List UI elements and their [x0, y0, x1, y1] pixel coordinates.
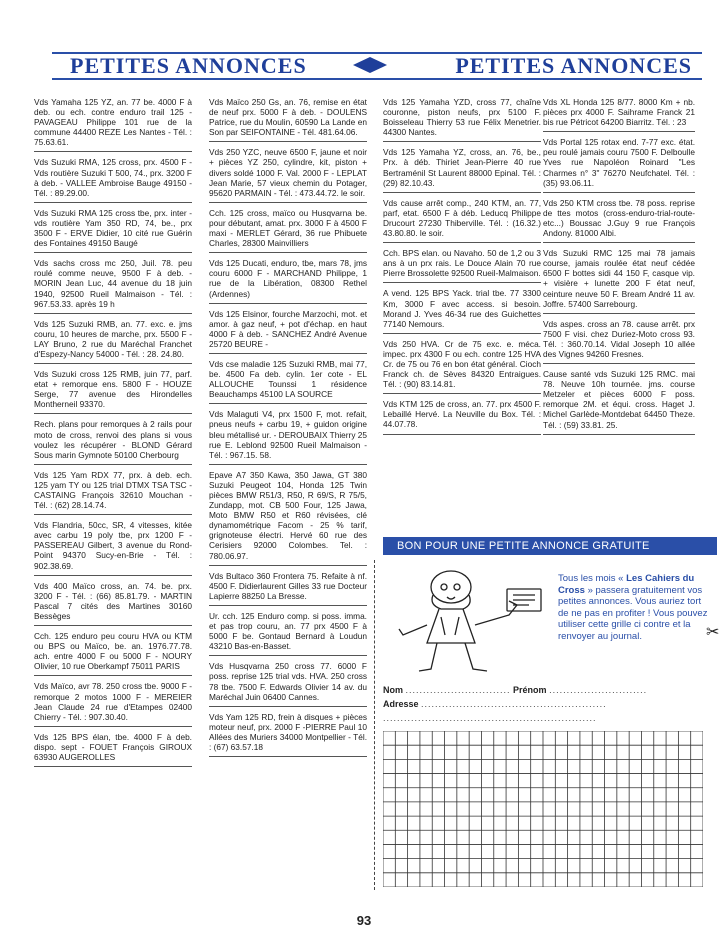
classified-ad: Rech. plans pour remorques à 2 rails pour moto de cross, renvoi des plans si vous voulez les récupérer - BLOND Gérard Sous marin Gymnote 50100 Cherbourg	[34, 419, 192, 464]
classified-ad: Vds Flandria, 50cc, SR, 4 vitesses, kitée avec carbu 19 poly tbe, prx 1200 F - PASSEREAU Gilbert, 3 avenue du Rond-Point 94370 Sucy-en-Brie - Tél. : 902.38.69.	[34, 520, 192, 575]
adresse-field-2[interactable]: .............................................................	[383, 713, 597, 723]
classified-ad: Vds Bultaco 360 Frontera 75. Refaite à nf. 4500 F. Didierlaurent Gilles 33 rue Docteur Lapierre 88250 La Bresse.	[209, 571, 367, 606]
classified-ad: Cch. BPS elan. ou Navaho. 50 de 1,2 ou 3 ans à un prx rais. Le Douce Alain 70 rue Pierre Brossolette 92500 Rueil-Malmaison.	[383, 248, 541, 283]
classified-ad: Vds Yam 125 RD, frein à disques + pièces moteur neuf, prx. 2000 F -PIERRE Paul 10 Allées des Muriers 34000 Montpellier - Tél. : (67) 63.57.18	[209, 712, 367, 757]
classified-ad: Vds cse maladie 125 Suzuki RMB, mai 77, be. 4500 Fa deb. cylin. 1er cote - EL ALLOUCHE Tounssi 1 résidence Beauchamps 45100 LA SOURCE	[209, 359, 367, 404]
classified-ad: Vds cause arrêt comp., 240 KTM, an. 77, parf, etat. 6500 F à déb. Leducq Philippe Drucourt 27230 Thiberville. Tél. : (16.32.) 43.80.80. le soir.	[383, 198, 541, 243]
classified-ad: Vds 125 Yamaha YZD, cross 77, chaîne couronne, piston neufs, prx 5100 F. Boisseleau Thierry 53 rue Félix Menetrier. 44300 Nantes.	[383, 97, 541, 142]
classified-ad: Vds 125 Suzuki RMB, an. 77. exc. e. jms couru, 10 heures de marche, prx. 5500 F - LAY Bruno, 2 rue du Maréchal Franchet d'Espezy-Nancy 54000 - Tél. : 28. 24.80.	[34, 319, 192, 364]
prenom-label: Prénom	[513, 685, 547, 695]
coupon-description	[558, 573, 710, 642]
adresse-field[interactable]: .....................................................	[421, 699, 607, 709]
nom-field[interactable]: ..............................	[405, 685, 511, 695]
classified-ad: Vds 250 YZC, neuve 6500 F, jaune et noir + pièces YZ 250, cylindre, kit, piston + divers soldé 1000 F. Val. 2000 F - LEPLAT Jean Marie, 57 vieux chemin du Potager, 95620 PARMAIN - Tél. : 473.44.72. le soir.	[209, 147, 367, 202]
coupon-magazine-name: Les Cahiers du Cross	[558, 573, 695, 596]
classified-ad: Vds 125 Yamaha YZ, cross, an. 76, be., Prx. à déb. Thiriet Jean-Pierre 40 rue Bertraménil St Laurent 88000 Epinal. Tél. : (29) 82.10.43.	[383, 147, 541, 192]
classified-ad: Vds Suzuki RMC 125 mai 78 jamais course, jamais roulée état neuf cédée 6500 F bottes sidi 44 150 F, casque vip. + visière + lunette 200 F état neuf, ceinture neuve 50 F. Bream André 11 av. Joffre. 57400 Sarrebourg.	[543, 248, 695, 314]
classified-ad: Vds 250 HVA. Cr de 75 exc. e. méca. impec. prx 4300 F ou ech. contre 125 HVA Cr. de 75 ou 76 en bon état général. Cioch Franck ch. de Sèves 84320 Entraigues. Tél. : (90) 83.14.81.	[383, 339, 541, 394]
coupon-banner: BON POUR UNE PETITE ANNONCE GRATUITE	[383, 537, 717, 555]
ads-column-4	[543, 97, 695, 440]
header-title-left: PETITES ANNONCES	[70, 53, 307, 78]
classified-ad: Cch. 125 cross, maïco ou Husqvarna be. pour débutant, amat. prx. 3000 F à 4500 F maxi - MERLET Gérard, 36 rue Phibuete Charles, 28300 Mainvilliers	[209, 208, 367, 253]
cut-line	[374, 560, 376, 890]
classified-ad: Epave A7 350 Kawa, 350 Jawa, GT 380 Suzuki Peugeot 104, Honda 125 Twin pièces BMW R51/3, R50, R 69/S, R 75/5, Zundapp, mot. CB 500 Four, 125 Jawa, Moto BMW R50 et R60 révisées, clé dynamométrique Facom - 25 % tarif, grignoteuse électri. Hervé 60 rue des Cerisiers 92000 Colombes. Tel. : 780.06.97.	[209, 470, 367, 566]
coupon-fields	[383, 683, 703, 725]
adresse-row-2	[383, 711, 703, 725]
header-title-right: PETITES ANNONCES	[455, 53, 692, 78]
rider-sketch-icon	[389, 565, 549, 677]
classified-ad: Vds Portal 125 rotax end. 7-77 exc. état. peu roulé jamais couru 7500 F. Delboulle Yves rue Napoléon Roinard "Les Charmes n° 3" 76270 Neufchatel. Tél. : (35) 93.06.11.	[543, 137, 695, 192]
classified-ad: Vds Maïco 250 Gs, an. 76, remise en état de neuf prx. 5000 F à deb. - DOULENS Patrice, rue du Moulin, 60590 La Lande en Son par SEIFONTAINE - Tél. 481.64.06.	[209, 97, 367, 142]
classified-ad: Vds sachs cross mc 250, Juil. 78. peu roulé comme neuve, 9500 F à deb. - MORIN Jean Luc, 44 avenue du 18 juin 1940, 92500 Rueil Malmaison - Tél. : 967.53.33. après 19 h	[34, 258, 192, 313]
classified-ad: Vds Husqvarna 250 cross 77. 6000 F poss. reprise 125 trial vds. HVA. 250 cross 78 tbe. 7500 F. Edwards Olivier 14 av. du Maréchal Juin 06400 Cannes.	[209, 661, 367, 706]
classified-ad: Vds Suzuki RMA 125 cross tbe, prx. inter - vds routière Yam 350 RD, 74, be., prx 3500 F - ERVE Didier, 10 cité rue Guérin des Fontaines 49150 Baugé	[34, 208, 192, 253]
header-rule-bottom	[52, 78, 702, 80]
ads-column-1	[34, 97, 192, 772]
scissors-icon: ✂	[706, 624, 720, 641]
classified-ad: Ur. cch. 125 Enduro comp. si poss. imma. et pas trop couru, an. 77 prx 4500 F à 5000 F be. Gontaud Bernard à Loudun 43210 Bas-en-Basset.	[209, 611, 367, 656]
free-ad-coupon	[383, 537, 720, 887]
classified-ad: A vend. 125 BPS Yack. trial tbe. 77 3300 Km, 3000 F avec access. si besoin. Morand J. Yves 46-34 rue des Guichettes 77140 Nemours.	[383, 288, 541, 333]
classified-ad: Vds 400 Maïco cross, an. 74. be. prx. 3200 F - Tél. : (66) 85.81.79. - MARTIN Pascal 7 cités des Martines 30160 Bessèges	[34, 581, 192, 626]
classified-ad: Vds Suzuki RMA, 125 cross, prx. 4500 F - Vds routière Suzuki T 500, 74., prx. 3200 F à deb. - VALLEE Ambroise Bauge 49150 - Tél. : 89.29.00.	[34, 157, 192, 202]
classified-ad: Vds aspes. cross an 78. cause arrêt. prx 7500 F visi. chez Duriez-Moto cross 93. Tél. : 360.70.14. Vidal Joseph 10 allée des Vignes 94260 Fresnes.	[543, 319, 695, 364]
coupon-text-1: Tous les mois «	[558, 573, 627, 584]
classified-ad: Vds 125 BPS élan, tbe. 4000 F à deb. dispo. sept - FOUET François GIROUX 63930 AUGEROLLES	[34, 732, 192, 767]
classified-ad: Vds Malaguti V4, prx 1500 F, mot. refait, pneus neufs + carbu 19, + guidon origine bleu métallisé ur. - DEROUBAIX Thierry 25 rue E. Leblond 92500 Rueil Malmaison - Tél. : 967.15. 58.	[209, 409, 367, 464]
classified-ad: Vds Yamaha 125 YZ, an. 77 be. 4000 F à deb. ou ech. contre enduro trail 125 - PAVAGEAU Philippe 101 rue de la commune 44400 REZE Les Nantes - Tél. : 75.63.61.	[34, 97, 192, 152]
classified-ad: Vds 125 Yam RDX 77, prx. à deb. ech. 125 yam TY ou 125 trial DTMX TSA TSC - CASTAING François 32610 Mouchan - Tél. : (62) 28.14.74.	[34, 470, 192, 515]
classified-ad: Cause santé vds Suzuki 125 RMC. mai 78. Neuve 10h tournée. jms. course Metzeler et pièces 6000 F poss. remorque 2M. et équi. cross. Haget J. Michel Garlède-Montdebat 64450 Theze. Tél. : (59) 33.81. 25.	[543, 369, 695, 435]
nom-row	[383, 683, 703, 697]
ads-column-3	[383, 97, 541, 440]
page-number: 93	[356, 913, 372, 928]
classified-ad: Cch. 125 enduro peu couru HVA ou KTM ou BPS ou Maïco, be. an. 1976.77.78. ach. entre 4000 F ou 5000 F - NOURY Olivier, 10 rue Oberkampf 75011 PARIS	[34, 631, 192, 676]
nom-label: Nom	[383, 685, 403, 695]
diamond-icon	[353, 57, 387, 73]
classified-ad: Vds 250 KTM cross tbe. 78 poss. reprise de ttes motos (cross-enduro-trial-route-etc...) Boussac J.Guy 9 rue François Andony. 81000 Albi.	[543, 198, 695, 243]
section-header	[52, 52, 702, 80]
classified-ad: Vds 125 Ducati, enduro, tbe, mars 78, jms couru 6000 F - MARCHAND Philippe, 1 rue de la Libération, 08300 Rethel (Ardennes)	[209, 258, 367, 303]
ads-column-2	[209, 97, 367, 762]
ad-writing-grid[interactable]	[383, 731, 703, 887]
classified-ad: Vds KTM 125 de cross, an. 77. prx 4500 F. Lebaillé Hervé. La Neuville du Box. Tél. : 44.07.78.	[383, 399, 541, 434]
adresse-row	[383, 697, 703, 711]
classified-ad: Vds Maïco, avr 78. 250 cross tbe. 9000 F - remorque 2 motos 1000 F - MEREIER Jean Claude 24 rue d'Etampes 02400 Chierry - Tél. : 907.30.40.	[34, 681, 192, 726]
classified-ad: Vds XL Honda 125 8/77. 8000 Km + nb. pièces prx 4000 F. Saihrame Franck 21 bis rue Pétricot 64200 Biarritz. Tél. : 23	[543, 97, 695, 132]
classified-ad: Vds 125 Elsinor, fourche Marzochi, mot. et amor. à gaz neuf, + pot d'échap. en haut 4000 F à deb. - SANCHEZ André Avenue 25720 BEURE -	[209, 309, 367, 354]
coupon-text-2: » passera gratuitement vos petites annonces. Vous auriez tort de ne pas en profiter ! Vous pouvez utiliser cette grille ci contre et la renvoyer au journal.	[558, 584, 708, 642]
adresse-label: Adresse	[383, 699, 419, 709]
prenom-field[interactable]: ............................	[549, 685, 648, 695]
classified-ad: Vds Suzuki cross 125 RMB, juin 77, parf. etat + remorque ens. 5800 F - HOUZE Serge, 77 avenue des Hirondelles Montherneil 93370.	[34, 369, 192, 414]
